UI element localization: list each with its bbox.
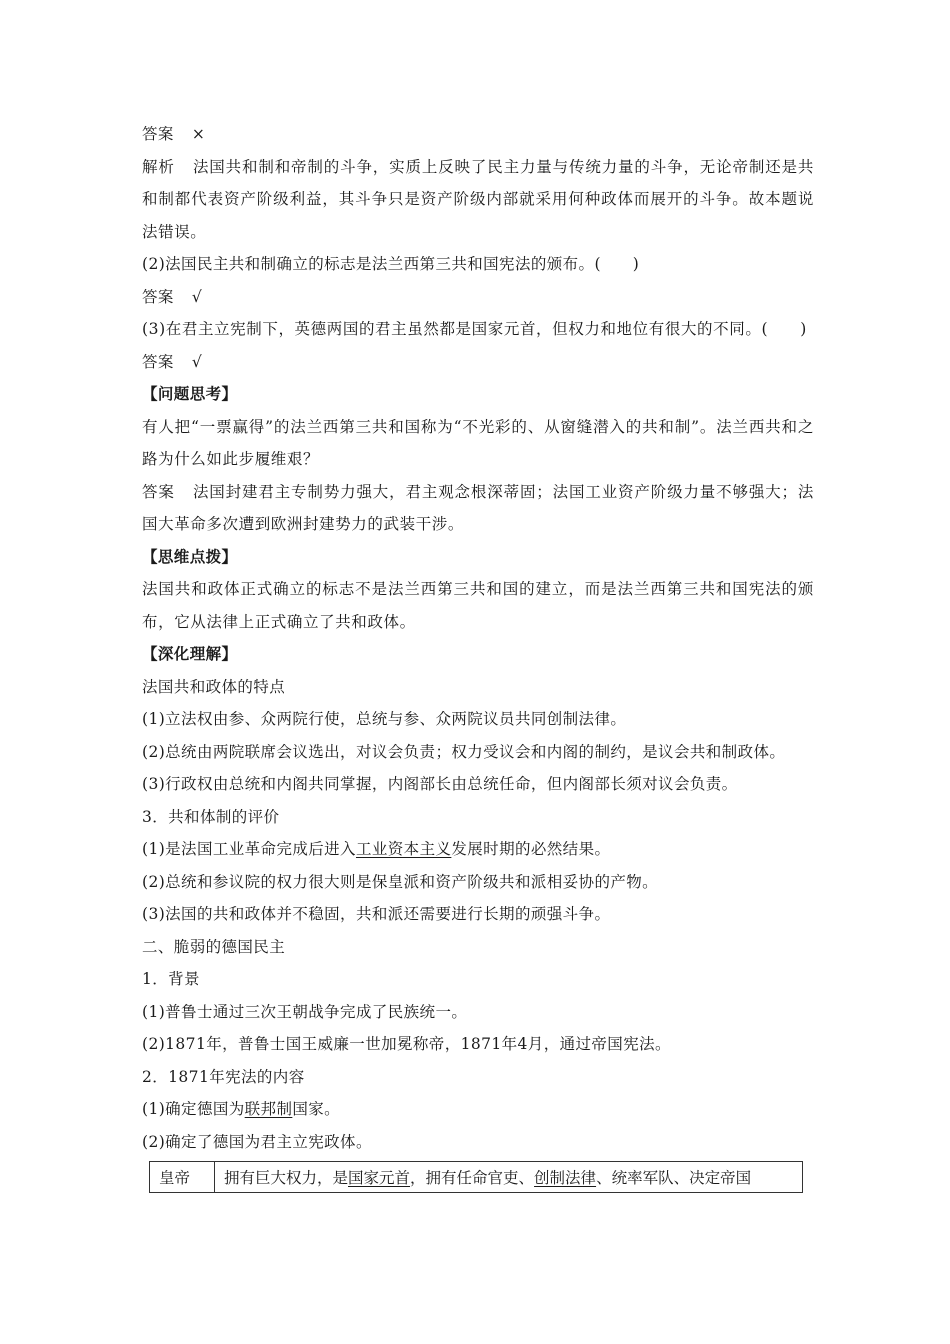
- text-segment: (1)是法国工业革命完成后进入: [142, 840, 356, 858]
- table-header-cell: 皇帝: [150, 1162, 215, 1193]
- list-item: [142, 833, 814, 866]
- answer-value: ×: [191, 125, 206, 143]
- answer-line: [142, 118, 814, 151]
- problem-thinking-answer: [142, 476, 814, 541]
- answer-value: √: [191, 352, 203, 371]
- list-item: (2)1871年，普鲁士国王威廉一世加冕称帝，1871年4月，通过帝国宪法。: [142, 1035, 671, 1053]
- underlined-term: 创制法律: [534, 1169, 597, 1187]
- answer-label: 答案: [142, 287, 174, 306]
- deep-understanding-title: 法国共和政体的特点: [142, 677, 286, 696]
- underlined-term: 工业资本主义: [355, 840, 452, 858]
- list-item: (1)立法权由参、众两院行使，总统与参、众两院议员共同创制法律。: [142, 710, 627, 728]
- constitution-heading: 2．1871年宪法的内容: [142, 1067, 305, 1086]
- background-heading: 1．背景: [142, 970, 200, 988]
- list-item: (1)普鲁士通过三次王朝战争完成了民族统一。: [142, 1002, 468, 1021]
- problem-thinking-tag: 【问题思考】: [142, 384, 238, 403]
- analysis-label: 解析: [142, 157, 175, 176]
- text-segment: ，拥有任命官吏、: [410, 1169, 535, 1187]
- analysis-paragraph: [142, 151, 814, 249]
- emperor-power-table: [149, 1161, 803, 1193]
- text-segment: 、统率军队、决定帝国: [596, 1169, 752, 1187]
- answer-line: [142, 346, 814, 379]
- text-segment: (1)确定德国为: [142, 1100, 245, 1118]
- list-item: (2)总统由两院联席会议选出，对议会负责；权力受议会和内阁的制约，是议会共和制政体。: [142, 742, 786, 761]
- text-segment: 发展时期的必然结果。: [451, 840, 611, 858]
- question-3: (3)在君主立宪制下，英德两国的君主虽然都是国家元首，但权力和地位有很大的不同。( ): [142, 320, 807, 338]
- list-item: [142, 1093, 814, 1126]
- evaluation-heading: 3．共和体制的评价: [142, 807, 280, 826]
- answer-text: 法国封建君主专制势力强大，君主观念根深蒂固；法国工业资产阶级力量不够强大；法国大革命多次遭到欧洲封建势力的武装干涉。: [142, 482, 814, 533]
- document-page: [142, 118, 814, 1193]
- underlined-term: 联邦制: [244, 1100, 293, 1118]
- underlined-term: 国家元首: [348, 1169, 411, 1187]
- list-item: (3)行政权由总统和内阁共同掌握，内阁部长由总统任命，但内阁部长须对议会负责。: [142, 775, 738, 793]
- thinking-tip-text: 法国共和政体正式确立的标志不是法兰西第三共和国的建立，而是法兰西第三共和国宪法的颁布，它从法律上正式确立了共和政体。: [142, 580, 814, 631]
- list-item: (2)确定了德国为君主立宪政体。: [142, 1132, 372, 1151]
- answer-label: 答案: [142, 482, 175, 501]
- deep-understanding-tag: 【深化理解】: [142, 644, 238, 663]
- table-row: [150, 1162, 803, 1193]
- list-item: (3)法国的共和政体并不稳固，共和派还需要进行长期的顽强斗争。: [142, 905, 611, 923]
- thinking-tip-tag: 【思维点拨】: [142, 546, 238, 566]
- answer-value: √: [191, 287, 203, 306]
- section-heading: 二、脆弱的德国民主: [142, 937, 286, 956]
- problem-thinking-question: 有人把“一票赢得”的法兰西第三共和国称为“不光彩的、从窗缝潜入的共和制”。法兰西共和之路为什么如此步履维艰？: [142, 417, 814, 468]
- table-cell: [215, 1162, 803, 1193]
- answer-line: [142, 281, 814, 314]
- text-segment: 国家。: [292, 1100, 341, 1118]
- list-item: (2)总统和参议院的权力很大则是保皇派和资产阶级共和派相妥协的产物。: [142, 872, 659, 891]
- answer-label: 答案: [142, 125, 174, 143]
- answer-label: 答案: [142, 352, 174, 371]
- question-2: (2)法国民主共和制确立的标志是法兰西第三共和国宪法的颁布。( ): [142, 255, 640, 273]
- text-segment: 拥有巨大权力，是: [224, 1169, 349, 1187]
- analysis-text: 法国共和制和帝制的斗争，实质上反映了民主力量与传统力量的斗争，无论帝制还是共和制都代表资产阶级利益，其斗争只是资产阶级内部就采用何种政体而展开的斗争。故本题说法错误。: [142, 157, 814, 241]
